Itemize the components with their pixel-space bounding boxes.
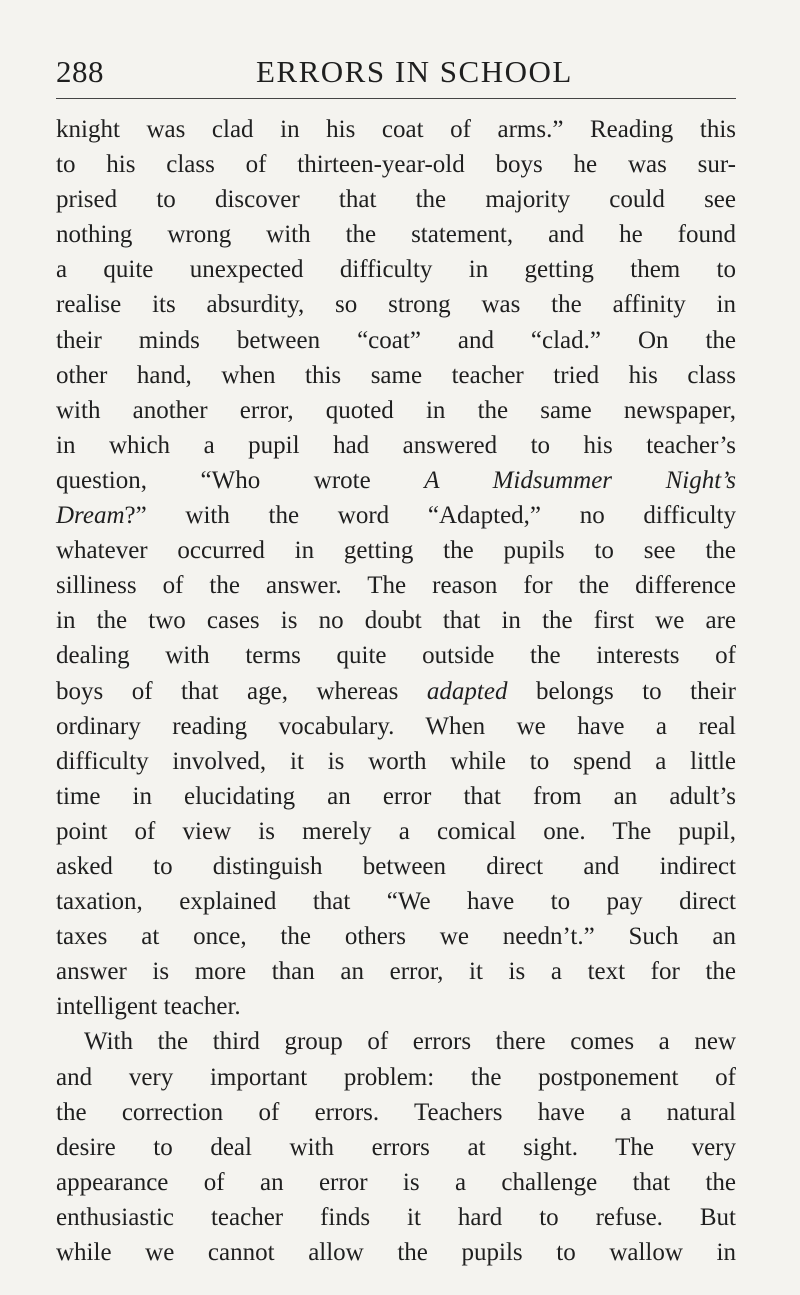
- italic-text: adapted: [426, 677, 508, 705]
- text-line: and very important problem: the postponement of: [56, 1063, 736, 1091]
- text-line: [56, 498, 736, 533]
- text-line: in the two cases is no doubt that in the first we are: [56, 607, 736, 635]
- text-segment: ?” with the word “Adapted,” no difficulty: [124, 502, 736, 530]
- text-segment: belongs to their: [507, 677, 736, 705]
- running-title: ERRORS IN SCHOOL: [256, 54, 573, 89]
- text-line: the correction of errors. Teachers have a natural: [56, 1098, 736, 1126]
- text-line: knight was clad in his coat of arms.” Reading this: [56, 116, 736, 143]
- text-line: desire to deal with errors at sight. The very: [56, 1133, 736, 1161]
- text-line: [56, 674, 736, 709]
- text-line: ordinary reading vocabulary. When we have a real: [56, 712, 736, 740]
- text-line: while we cannot allow the pupils to wallow in: [56, 1239, 736, 1266]
- text-line: With the third group of errors there comes a new: [84, 1028, 736, 1056]
- text-line: point of view is merely a comical one. The pupil,: [56, 817, 736, 845]
- text-line: difficulty involved, it is worth while to spend a little: [56, 747, 736, 775]
- text-line: silliness of the answer. The reason for the difference: [56, 572, 736, 600]
- text-line: asked to distinguish between direct and indirect: [56, 852, 736, 880]
- text-line: in which a pupil had answered to his teacher’s: [56, 431, 736, 459]
- text-segment: question, “Who wrote: [56, 466, 425, 494]
- text-line: enthusiastic teacher finds it hard to refuse. But: [56, 1203, 736, 1231]
- text-line: [56, 463, 736, 498]
- text-line: prised to discover that the majority could see: [56, 186, 736, 214]
- text-segment: boys of that age, whereas: [56, 677, 427, 705]
- text-line: appearance of an error is a challenge that the: [56, 1168, 736, 1196]
- text-line: intelligent teacher.: [56, 993, 241, 1021]
- text-line: to his class of thirteen-year-old boys he was sur-: [56, 151, 736, 179]
- text-line: realise its absurdity, so strong was the affinity in: [56, 291, 736, 319]
- text-line: answer is more than an error, it is a text for the: [56, 958, 736, 986]
- text-line: time in elucidating an error that from an adult’s: [56, 782, 736, 810]
- text-line: a quite unexpected difficulty in getting them to: [56, 256, 736, 284]
- text-line: with another error, quoted in the same newspaper,: [56, 396, 736, 424]
- text-line: taxes at once, the others we needn’t.” Such an: [56, 923, 736, 951]
- body-text: [56, 112, 736, 1270]
- italic-text: Dream: [56, 502, 125, 530]
- text-line: dealing with terms quite outside the interests of: [56, 642, 736, 670]
- text-line: nothing wrong with the statement, and he found: [56, 221, 736, 249]
- text-line: whatever occurred in getting the pupils to see the: [56, 537, 736, 565]
- page-number: 288: [56, 54, 104, 89]
- text-line: taxation, explained that “We have to pay direct: [56, 888, 736, 916]
- text-line: other hand, when this same teacher tried his class: [56, 361, 736, 389]
- running-header: [56, 54, 736, 94]
- text-line: their minds between “coat” and “clad.” On the: [56, 326, 736, 354]
- header-rule: [56, 98, 736, 99]
- italic-text: A Midsummer Night’s: [424, 466, 736, 494]
